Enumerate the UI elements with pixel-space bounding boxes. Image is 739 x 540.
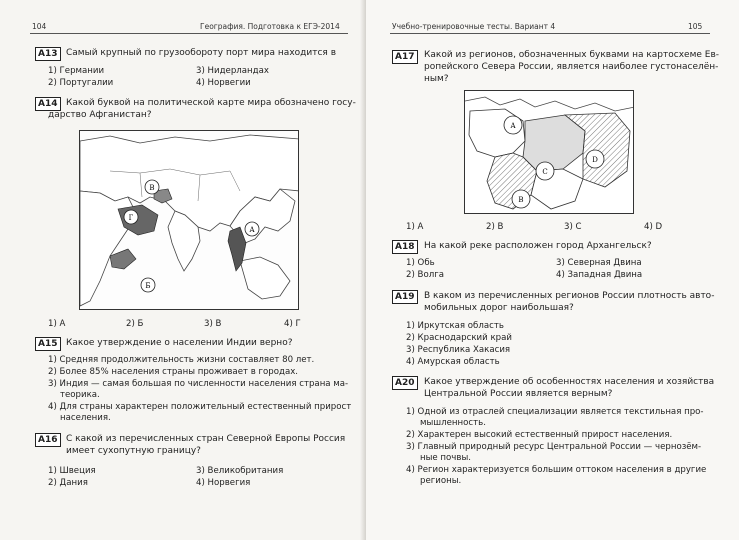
option-a19-4: 4) Амурская область: [406, 357, 500, 367]
question-text-a14-line1: Какой буквой на политической карте мира обозначено госу-: [66, 98, 356, 108]
question-number-a13: А13: [35, 47, 61, 61]
page-number-left: 104: [32, 22, 47, 31]
question-text-a13: Самый крупный по грузообороту порт мира находится в: [66, 48, 336, 58]
option-a15-3: 3) Индия — самая большая по численности населения страна ма-: [48, 379, 349, 389]
header-rule-left: [30, 33, 348, 34]
question-text-a16-line1: С какой из перечисленных стран Северной Европы Россия: [66, 434, 346, 444]
option-a13-2: 2) Португалии: [48, 78, 114, 88]
question-number-a14: А14: [35, 97, 61, 111]
option-a17-2: 2) В: [486, 222, 504, 232]
question-number-a16: А16: [35, 433, 61, 447]
question-text-a20-line2: Центральной России является верным?: [424, 389, 613, 399]
option-a19-2: 2) Краснодарский край: [406, 333, 512, 343]
question-text-a17-line2: ропейского Севера России, является наиболее густонаселён-: [424, 62, 719, 72]
option-a14-3: 3) В: [204, 319, 222, 329]
map-label-a17-a: А: [510, 122, 516, 130]
option-a20-4: 4) Регион характеризуется большим оттоком населения в другие: [406, 465, 707, 475]
map-label-g: Г: [128, 214, 134, 222]
option-a20-3-cont: ные почвы.: [420, 453, 471, 463]
question-text-a17-line1: Какой из регионов, обозначенных буквами на картосхеме Ев-: [424, 50, 720, 60]
political-world-map: [79, 130, 299, 310]
option-a18-2: 2) Волга: [406, 270, 444, 280]
option-a17-3: 3) С: [564, 222, 582, 232]
option-a16-4: 4) Норвегия: [196, 478, 251, 488]
option-a19-3: 3) Республика Хакасия: [406, 345, 511, 355]
question-number-a18: А18: [392, 240, 418, 254]
option-a17-1: 1) А: [406, 222, 424, 232]
option-a19-1: 1) Иркутская область: [406, 321, 504, 331]
running-head-left: География. Подготовка к ЕГЭ-2014: [200, 22, 340, 31]
option-a20-1-cont: мышленность.: [420, 418, 486, 428]
option-a14-1: 1) А: [48, 319, 66, 329]
option-a15-1: 1) Средняя продолжительность жизни составляет 80 лет.: [48, 355, 315, 365]
header-rule-right: [390, 33, 710, 34]
option-a20-1: 1) Одной из отраслей специализации является текстильная про-: [406, 407, 704, 417]
right-page: [366, 0, 739, 540]
running-head-right: Учебно-тренировочные тесты. Вариант 4: [392, 22, 556, 31]
question-text-a20-line1: Какое утверждение об особенностях населения и хозяйства: [424, 377, 715, 387]
question-text-a19-line2: мобильных дорог наибольшая?: [424, 303, 574, 313]
option-a15-4: 4) Для страны характерен положительный естественный прирост: [48, 402, 352, 412]
option-a20-3: 3) Главный природный ресурс Центральной России — чернозём-: [406, 442, 702, 452]
map-label-a17-d: D: [592, 156, 598, 164]
option-a18-3: 3) Северная Двина: [556, 258, 642, 268]
region-map-svg: [465, 91, 634, 214]
european-north-russia-map: [464, 90, 634, 214]
option-a18-1: 1) Обь: [406, 258, 435, 268]
question-text-a14-line2: дарство Афганистан?: [48, 110, 152, 120]
option-a14-2: 2) Б: [126, 319, 144, 329]
map-label-a17-b: В: [518, 196, 524, 204]
option-a13-3: 3) Нидерландах: [196, 66, 269, 76]
question-text-a16-line2: имеет сухопутную границу?: [66, 446, 201, 456]
question-text-a19-line1: В каком из перечисленных регионов России плотность авто-: [424, 291, 715, 301]
world-map-svg: [80, 131, 299, 310]
option-a16-2: 2) Дания: [48, 478, 88, 488]
question-text-a17-line3: ным?: [424, 74, 449, 84]
option-a16-1: 1) Швеция: [48, 466, 96, 476]
option-a18-4: 4) Западная Двина: [556, 270, 643, 280]
question-number-a20: А20: [392, 376, 418, 390]
question-text-a15: Какое утверждение о населении Индии верно?: [66, 338, 293, 348]
question-number-a15: А15: [35, 337, 61, 351]
option-a16-3: 3) Великобритания: [196, 466, 284, 476]
option-a20-4-cont: регионы.: [420, 476, 462, 486]
option-a20-2: 2) Характерен высокий естественный прирост населения.: [406, 430, 673, 440]
option-a13-4: 4) Норвегии: [196, 78, 251, 88]
page-number-right: 105: [688, 22, 703, 31]
option-a17-4: 4) D: [644, 222, 663, 232]
question-number-a19: А19: [392, 290, 418, 304]
option-a15-3-cont: теорика.: [60, 390, 100, 400]
map-label-v: В: [149, 184, 155, 192]
question-number-a17: А17: [392, 50, 418, 64]
option-a13-1: 1) Германии: [48, 66, 105, 76]
option-a14-4: 4) Г: [284, 319, 301, 329]
map-label-a: А: [249, 226, 255, 234]
map-label-b: Б: [145, 282, 151, 290]
map-label-a17-c: С: [542, 168, 548, 176]
option-a15-2: 2) Более 85% населения страны проживает в городах.: [48, 367, 299, 377]
left-page: [0, 0, 366, 540]
option-a15-4-cont: населения.: [60, 413, 111, 423]
question-text-a18: На какой реке расположен город Архангельск?: [424, 241, 652, 251]
